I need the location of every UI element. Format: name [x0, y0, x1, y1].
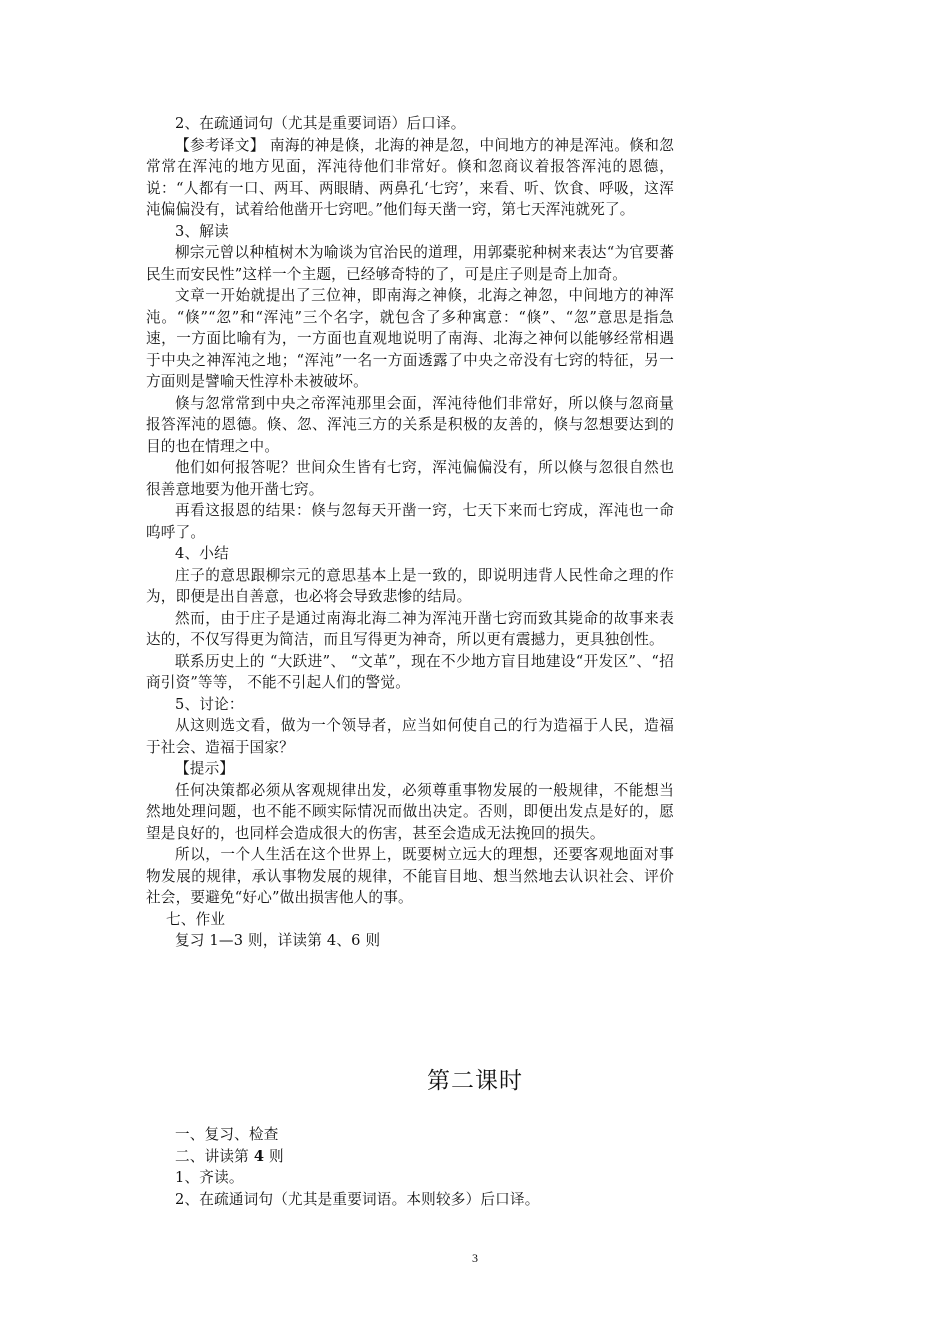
- lesson-title: 第二课时: [427, 1068, 523, 1094]
- step-heading: 2、在疏通词句（尤其是重要词语。本则较多）后口译。: [175, 1190, 540, 1208]
- paragraph: 然而，由于庄子是通过南海北海二神为浑沌开凿七窍而致其毙命的故事来表达的，不仅写得更为简洁，而且写得更为神奇，所以更有震撼力，更具独创性。: [146, 609, 674, 648]
- step-heading: 5、讨论：: [175, 695, 244, 713]
- paragraph: 所以，一个人生活在这个世界上，既要树立远大的理想，还要客观地面对事物发展的规律，承认事物发展的规律，不能盲目地、想当然地去认识社会、评价社会，要避免“好心”做出损害他人的事。: [146, 846, 674, 906]
- paragraph: 联系历史上的 “大跃进”、 “文革”，现在不少地方盲目地建设“开发区”、“招商引资”等等， 不能不引起人们的警觉。: [146, 652, 674, 691]
- reference-translation: 【参考译文】 南海的神是倏，北海的神是忽，中间地方的神是浑沌。倏和忽常常在浑沌的地方见面，浑沌待他们非常好。倏和忽商议着报答浑沌的恩德，说：“人都有一口、两耳、两眼睛、两鼻孔‘七窍’，来看、听、饮食、呼吸，这浑沌偏偏没有，试着给他凿开七窍吧。”他们每天凿一窍，第七天浑沌就死了。: [146, 136, 674, 218]
- paragraph: 文章一开始就提出了三位神，即南海之神倏，北海之神忽，中间地方的神浑沌。“倏”“忽”和“浑沌”三个名字，就包含了多种寓意：“倏”、“忽”意思是指急速，一方面比喻有为，一方面也直观地说明了南海、北海之神何以能够经常相遇于中央之神浑沌之地；“浑沌”一名一方面透露了中央之帝没有七窍的特征，另一方面则是譬喻天性淳朴未被破坏。: [146, 287, 674, 390]
- paragraph: 庄子的意思跟柳宗元的意思基本上是一致的，即说明违背人民性命之理的作为，即便是出自善意，也必将会导致悲惨的结局。: [146, 566, 674, 605]
- paragraph: 再看这报恩的结果：倏与忽每天开凿一窍，七天下来而七窍成，浑沌也一命呜呼了。: [146, 502, 674, 541]
- hint-heading: 【提示】: [175, 760, 235, 777]
- homework-text: 复习 1—3 则，详读第 4、6 则: [175, 932, 381, 949]
- section-heading: 一、复习、检查: [175, 1126, 279, 1143]
- page-number: 3: [472, 1251, 478, 1265]
- paragraph: 任何决策都必须从客观规律出发，必须尊重事物发展的一般规律，不能想当然地处理问题，也不能不顾实际情况而做出决定。否则，即便出发点是好的，愿望是良好的，也同样会造成很大的伤害，甚至会造成无法挽回的损失。: [146, 781, 674, 842]
- heading-prefix: 二、讲读第: [175, 1147, 249, 1165]
- lesson-one-body: [146, 113, 674, 952]
- paragraph: 柳宗元曾以种植树木为喻谈为官治民的道理，用郭橐驼种树来表达“为官要蕃民生而安民性”这样一个主题，已经够奇特的了，可是庄子则是奇上加奇。: [146, 244, 674, 283]
- step-heading: 1、齐读。: [175, 1169, 244, 1186]
- heading-number: 4: [253, 1147, 265, 1165]
- paragraph: 从这则选文看，做为一个领导者，应当如何使自己的行为造福于人民，造福于社会、造福于国家？: [146, 717, 674, 756]
- step-heading: 3、解读: [175, 222, 229, 240]
- paragraph: 他们如何报答呢？世间众生皆有七窍，浑沌偏偏没有，所以倏与忽很自然也很善意地要为他开凿七窍。: [146, 459, 674, 498]
- step-heading: 4、小结: [175, 545, 229, 562]
- lesson-two-body: [175, 1124, 675, 1210]
- paragraph: 倏与忽常常到中央之帝浑沌那里会面，浑沌待他们非常好，所以倏与忽商量报答浑沌的恩德。倏、忽、浑沌三方的关系是积极的友善的，倏与忽想要达到的目的也在情理之中。: [146, 394, 674, 455]
- heading-suffix: 则: [269, 1147, 284, 1165]
- section-heading: 七、作业: [166, 910, 226, 928]
- step-heading: 2、在疏通词句（尤其是重要词语）后口译。: [175, 115, 466, 132]
- section-heading: [175, 1146, 675, 1168]
